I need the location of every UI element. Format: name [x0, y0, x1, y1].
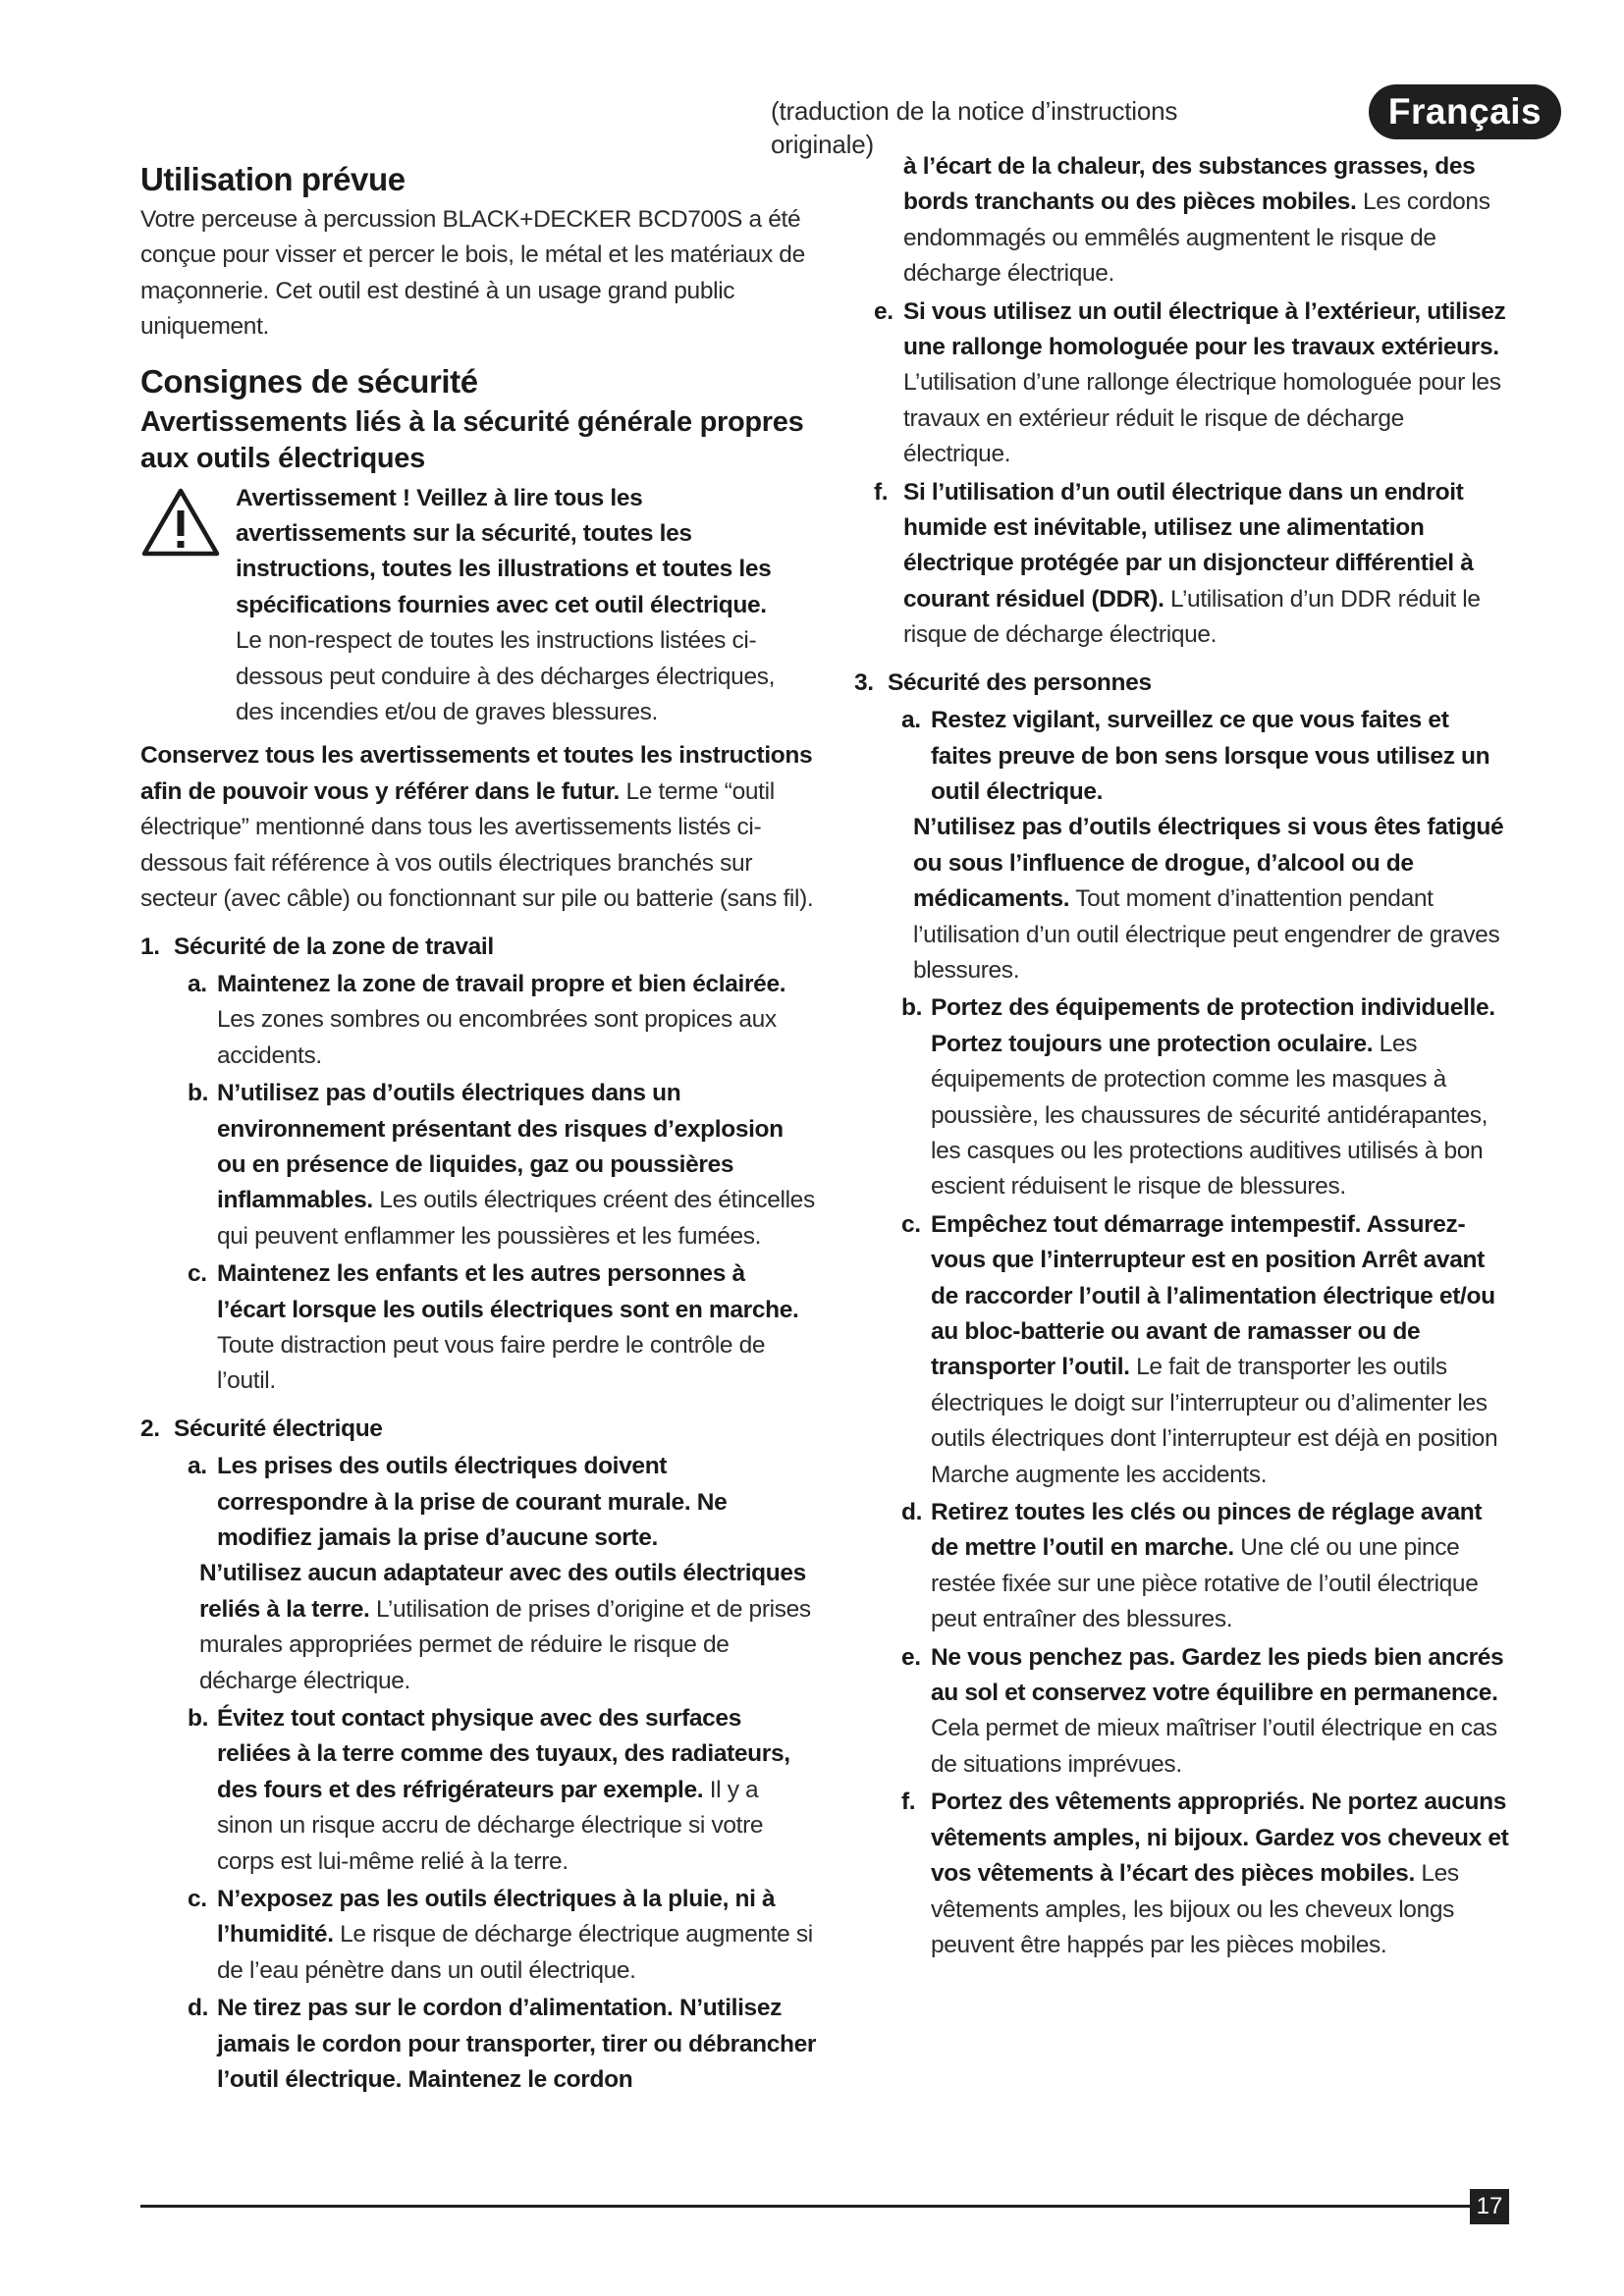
- section-1-title: 1. Sécurité de la zone de travail: [140, 933, 494, 960]
- warning-triangle-icon: [140, 487, 221, 558]
- keep-instructions: [140, 738, 818, 917]
- list-item: c. Empêchez tout démarrage intempestif. Assurez-vous que l’interrupteur est en position Arrêt avant de raccorder l’outil à l’alimentation électrique et/ou au bloc-batterie ou avant de ramasser ou de transporter l’outil. Le fait de transporter les outils électriques le doigt sur l’interrupteur ou d’alimenter les outils électriques dont l’interrupteur est déjà en position Marche augmente les accidents.: [901, 1210, 1498, 1488]
- list-item: b. N’utilisez pas d’outils électriques dans un environnement présentant des risques d’explosion ou en présence de liquides, gaz ou poussières inflammables. Les outils électriques créent des étincelles qui peuvent enflammer les poussières et les fumées.: [188, 1080, 815, 1250]
- list-item-continuation: à l’écart de la chaleur, des substances grasses, des bords tranchants ou des pièces mobiles. Les cordons endommagés ou emmêlés augmentent le risque de décharge électrique.: [903, 153, 1490, 288]
- section-2-title: 2. Sécurité électrique: [140, 1415, 383, 1442]
- list-item: f. Si l’utilisation d’un outil électrique dans un endroit humide est inévitable, utilisez une alimentation électrique protégée par un disjoncteur différentiel à courant résiduel (DDR). L’utilisation d’un DDR réduit le risque de décharge électrique.: [874, 478, 1481, 649]
- page-number: 17: [1470, 2189, 1509, 2224]
- section-3-title: 3. Sécurité des personnes: [854, 668, 1152, 696]
- heading-intended-use: Utilisation prévue: [140, 161, 406, 197]
- list-item: b. Évitez tout contact physique avec des surfaces reliées à la terre comme des tuyaux, des radiateurs, des fours et des réfrigérateurs par exemple. Il y a sinon un risque accru de décharge électrique si votre corps est lui-même relié à la terre.: [188, 1705, 790, 1875]
- list-item: c. N’exposez pas les outils électriques à la pluie, ni à l’humidité. Le risque de décharge électrique augmente si de l’eau pénètre dans un outil électrique.: [188, 1886, 813, 1984]
- warning-block: [140, 481, 818, 731]
- keep-bold: Conservez tous les avertissements et toutes les instructions afin de pouvoir vous y référer dans le futur.: [140, 742, 813, 805]
- header-note: (traduction de la notice d’instructions originale): [771, 96, 1178, 159]
- heading-general-warnings: Avertissements liés à la sécurité générale propres aux outils électriques: [140, 405, 804, 474]
- left-column: [140, 159, 818, 2099]
- keep-text: Le terme “outil électrique” mentionné dans tous les avertissements listés ci-dessous fait référence à vos outils électriques branchés sur secteur (avec câble) ou fonctionnant sur pile ou batterie (sans fil).: [140, 777, 814, 913]
- warning-bold: Avertissement ! Veillez à lire tous les avertissements sur la sécurité, toutes les instructions, toutes les illustrations et toutes les spécifications fournies avec cet outil électrique.: [236, 484, 772, 618]
- list-item: a. Restez vigilant, surveillez ce que vous faites et faites preuve de bon sens lorsque vous utilisez un outil électrique.: [901, 707, 1490, 805]
- right-column: [854, 149, 1512, 1963]
- list-item-continuation: N’utilisez pas d’outils électriques si vous êtes fatigué ou sous l’influence de drogue, d’alcool ou de médicaments. Tout moment d’inattention pendant l’utilisation d’un outil électrique peut engendrer de graves blessures.: [913, 814, 1504, 984]
- footer-rule: [140, 2205, 1470, 2208]
- intended-use-text: Votre perceuse à percussion BLACK+DECKER BCD700S a été conçue pour visser et percer le bois, le métal et les matériaux de maçonnerie. Cet outil est destiné à un usage grand public uniquement.: [140, 206, 805, 341]
- list-item: d. Ne tirez pas sur le cordon d’alimentation. N’utilisez jamais le cordon pour transporter, tirer ou débrancher l’outil électrique. Maintenez le cordon: [188, 1995, 817, 2094]
- list-item: d. Retirez toutes les clés ou pinces de réglage avant de mettre l’outil en marche. Une clé ou une pince restée fixée sur une pièce rotative de l’outil électrique peut entraîner des blessures.: [901, 1499, 1483, 1633]
- list-item: e. Si vous utilisez un outil électrique à l’extérieur, utilisez une rallonge homologuée pour les travaux extérieurs. L’utilisation d’une rallonge électrique homologuée pour les travaux en extérieur réduit le risque de décharge électrique.: [874, 297, 1506, 468]
- list-item: c. Maintenez les enfants et les autres personnes à l’écart lorsque les outils électriques sont en marche. Toute distraction peut vous faire perdre le contrôle de l’outil.: [188, 1260, 799, 1395]
- list-item: b. Portez des équipements de protection individuelle. Portez toujours une protection oculaire. Les équipements de protection comme les masques à poussière, les chaussures de sécurité antidérapantes, les casques ou les protections auditives utilisés à bon escient réduisent le risque de blessures.: [901, 994, 1495, 1201]
- list-item: a. Maintenez la zone de travail propre et bien éclairée. Les zones sombres ou encombrées sont propices aux accidents.: [188, 970, 786, 1069]
- list-item: e. Ne vous penchez pas. Gardez les pieds bien ancrés au sol et conservez votre équilibre en permanence. Cela permet de mieux maîtriser l’outil électrique en cas de situations imprévues.: [901, 1643, 1504, 1778]
- list-item: a. Les prises des outils électriques doivent correspondre à la prise de courant murale. Ne modifiez jamais la prise d’aucune sorte.: [188, 1453, 728, 1551]
- warning-text: Le non-respect de toutes les instructions listées ci-dessous peut conduire à des décharges électriques, des incendies et/ou de graves blessures.: [236, 627, 776, 726]
- heading-safety: Consignes de sécurité: [140, 362, 478, 400]
- list-item: f. Portez des vêtements appropriés. Ne portez aucuns vêtements amples, ni bijoux. Gardez vos cheveux et vos vêtements à l’écart des pièces mobiles. Les vêtements amples, les bijoux ou les cheveux longs peuvent être happés par les pièces mobiles.: [901, 1789, 1509, 1958]
- language-badge: Français: [1369, 84, 1561, 139]
- list-item-continuation: N’utilisez aucun adaptateur avec des outils électriques reliés à la terre. L’utilisation de prises d’origine et de prises murales appropriées permet de réduire le risque de décharge électrique.: [199, 1560, 811, 1694]
